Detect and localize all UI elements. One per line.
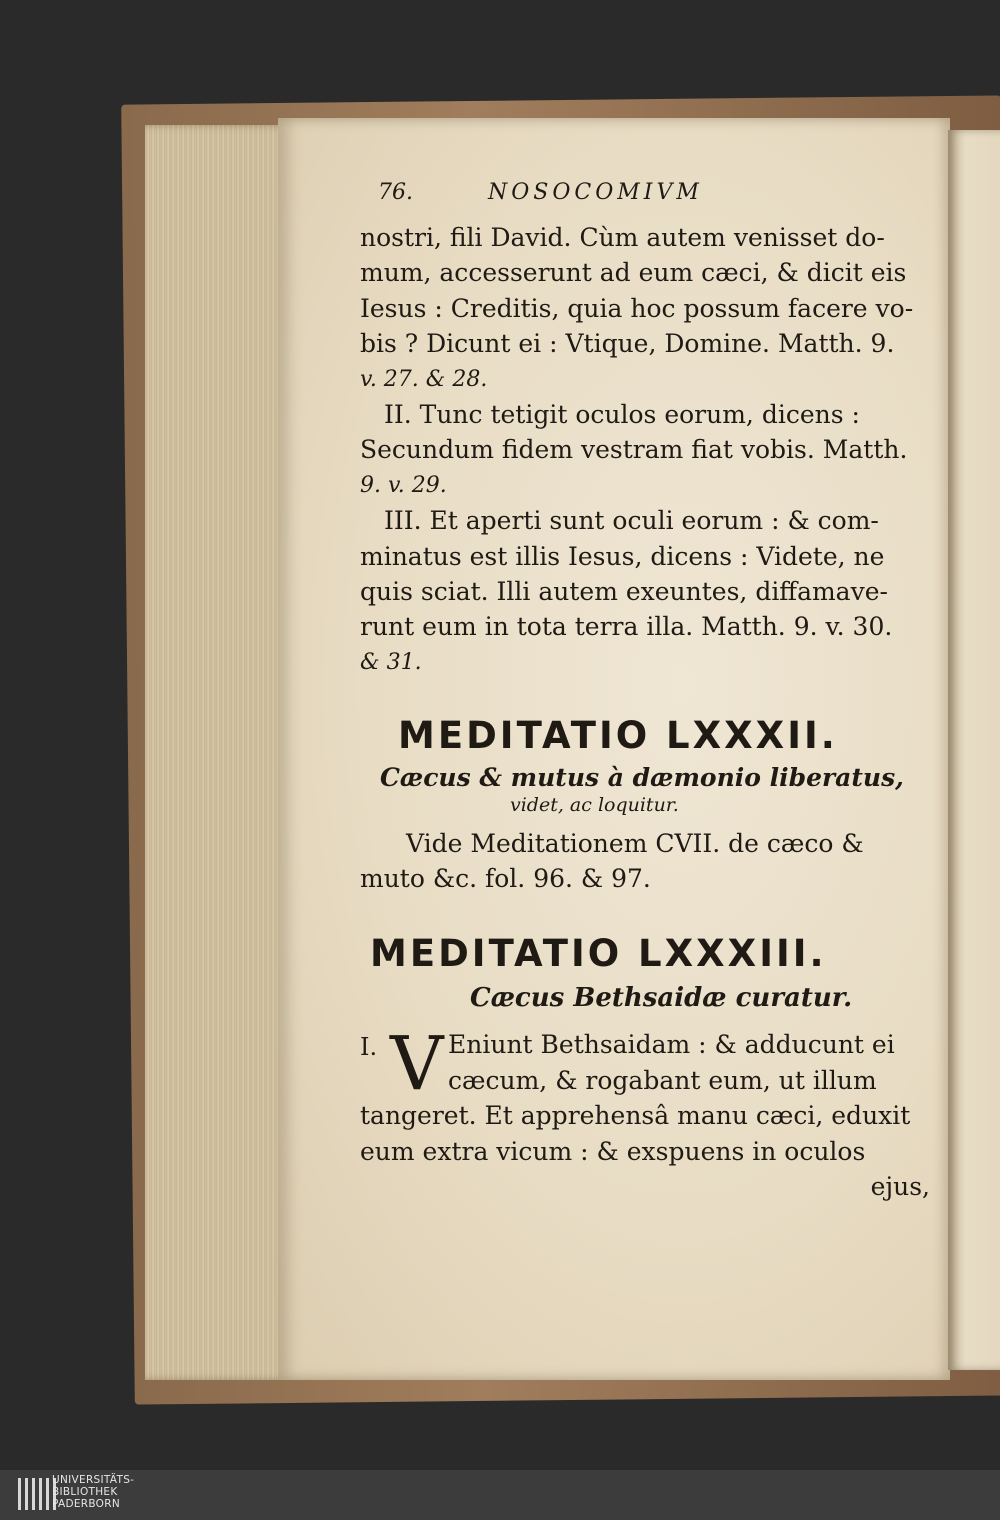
section-iii [360,503,940,680]
logo-line: BIBLIOTHEK [52,1486,118,1498]
text-line: v. 27. & 28. [360,366,488,392]
meditatio-82-subtitle: Cæcus & mutus à dæmonio liberatus, [380,763,904,793]
section-top [360,220,940,397]
verse-numeral: I. [360,1033,378,1062]
logo-line: UNIVERSITÄTS- [52,1474,135,1486]
meditatio-82-title: MEDITATIO LXXXII. [398,714,838,758]
text-line: Secundum fidem vestram fiat vobis. Matth. [360,435,908,465]
meditatio-82-text: muto &c. fol. 96. & 97. [360,864,651,894]
text-line: II. Tunc tetigit oculos eorum, dicens : [384,400,860,430]
text-line: minatus est illis Iesus, dicens : Videte, ne [360,541,885,571]
meditatio-83-subtitle: Cæcus Bethsaidæ curatur. [470,983,853,1014]
text-line: Iesus : Creditis, quia hoc possum facere vo- [360,293,914,323]
text-line: Eniunt Bethsaidam : & adducunt ei [448,1030,895,1060]
text-line: quis sciat. Illi autem exeuntes, diffamave- [360,577,888,607]
page-edges [145,125,295,1380]
text-line: 9. v. 29. [360,472,447,498]
text-line: mum, accesserunt ad eum cæci, & dicit eis [360,258,907,288]
library-footer [0,1470,1000,1520]
meditatio-83-lines [360,1021,940,1169]
meditatio-82-subtitle-cont: videt, ac loquitur. [510,794,679,817]
page-text [360,180,940,1204]
text-line: III. Et aperti sunt oculi eorum : & com- [384,506,879,536]
text-line: runt eum in tota terra illa. Matth. 9. v. 30. [360,612,893,642]
text-line: tangeret. Et apprehensâ manu cæci, eduxit [360,1101,911,1131]
library-logo-text [52,1474,134,1510]
text-line: eum extra vicum : & exspuens in oculos [360,1136,866,1166]
drop-cap: V [390,1021,444,1108]
meditatio-83-body [360,1021,940,1204]
catchword: ejus, [870,1171,930,1201]
text-line: & 31. [360,649,422,675]
text-line: bis ? Dicunt ei : Vtique, Domine. Matth. 9. [360,329,895,359]
library-logo-icon [18,1478,56,1510]
text-line: nostri, fili David. Cùm autem venisset do- [360,223,885,252]
page-number: 76. [378,180,413,205]
meditatio-83-title: MEDITATIO LXXXIII. [370,932,827,976]
logo-line: PADERBORN [52,1498,120,1510]
section-ii [360,397,940,503]
meditatio-82-text: Vide Meditationem CVII. de cæco & [406,829,864,859]
facing-page [948,130,1000,1370]
page-header [360,180,940,220]
text-line: cæcum, & rogabant eum, ut illum [448,1065,877,1095]
running-head: NOSOCOMIVM [488,180,703,205]
